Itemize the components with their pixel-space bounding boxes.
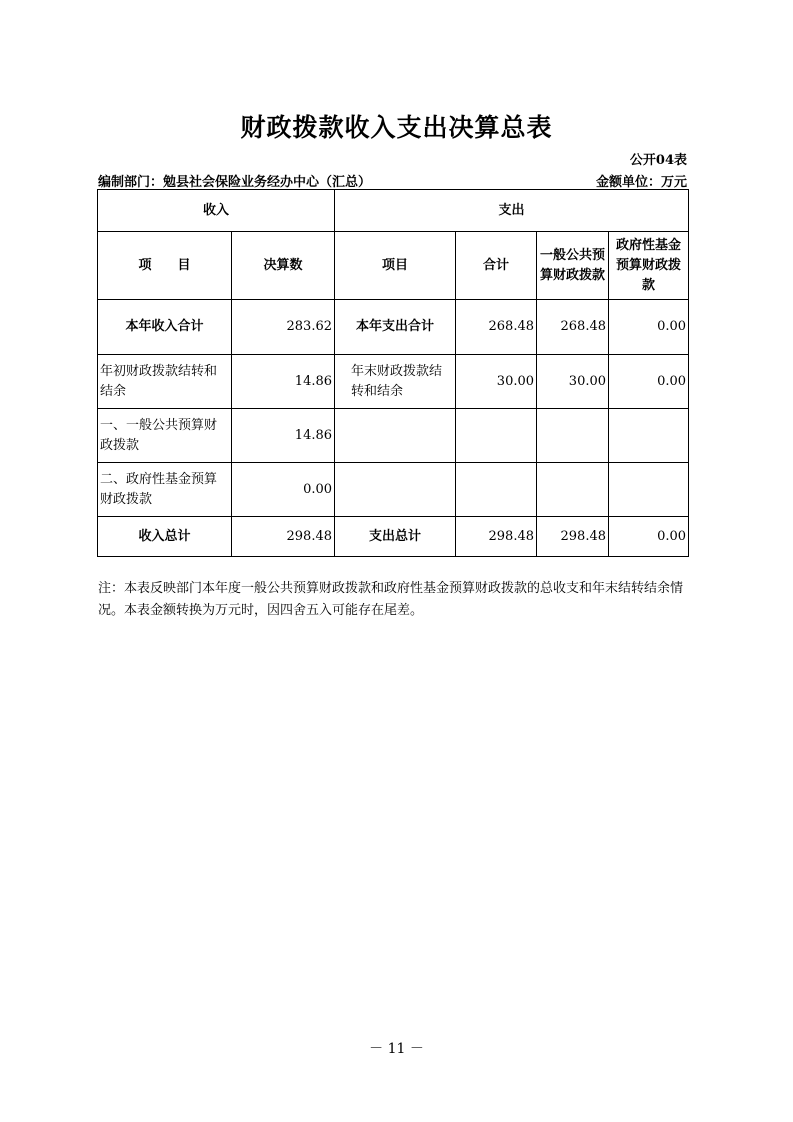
expense-total: 298.48 (456, 517, 537, 557)
expense-general: 268.48 (537, 300, 609, 355)
income-amount: 283.62 (232, 300, 335, 355)
expense-total: 30.00 (456, 355, 537, 409)
income-header: 收入 (98, 190, 335, 232)
table-row (98, 300, 689, 355)
total-header: 合计 (456, 232, 537, 300)
table-note: 注：本表反映部门本年度一般公共预算财政拨款和政府性基金预算财政拨款的总收支和年末结转结余情况。本表金额转换为万元时，因四舍五入可能存在尾差。 (98, 581, 684, 618)
expense-total (456, 409, 537, 463)
income-amount: 0.00 (232, 463, 335, 517)
table-row (98, 355, 689, 409)
expense-general (537, 409, 609, 463)
expense-total: 268.48 (456, 300, 537, 355)
expense-fund: 0.00 (609, 355, 689, 409)
department-label: 编制部门：勉县社会保险业务经办中心（汇总） (98, 175, 372, 190)
expense-item (335, 463, 456, 517)
general-budget-header: 一般公共预算财政拨款 (537, 232, 609, 300)
expense-item: 本年支出合计 (335, 300, 456, 355)
expense-item: 支出总计 (335, 517, 456, 557)
expense-fund (609, 409, 689, 463)
finance-table (97, 189, 689, 557)
expense-fund: 0.00 (609, 300, 689, 355)
income-amount: 14.86 (232, 355, 335, 409)
gov-fund-header: 政府性基金预算财政拨款 (609, 232, 689, 300)
expense-total (456, 463, 537, 517)
income-item: 年初财政拨款结转和结余 (98, 355, 232, 409)
expense-general: 298.48 (537, 517, 609, 557)
income-item: 收入总计 (98, 517, 232, 557)
expense-item: 年末财政拨款结转和结余 (335, 355, 456, 409)
income-item: 一、一般公共预算财政拨款 (98, 409, 232, 463)
table-row (98, 409, 689, 463)
expense-fund (609, 463, 689, 517)
expense-general (537, 463, 609, 517)
income-item: 二、政府性基金预算财政拨款 (98, 463, 232, 517)
table-row (98, 517, 689, 557)
expense-general: 30.00 (537, 355, 609, 409)
table-row (98, 463, 689, 517)
table-id: 公开04表 (629, 153, 687, 168)
expense-item-header: 项目 (335, 232, 456, 300)
expense-item (335, 409, 456, 463)
unit-label: 金额单位：万元 (595, 175, 687, 190)
page-title: 财政拨款收入支出决算总表 (240, 113, 553, 142)
page-number: － 11 － (369, 1041, 424, 1057)
expense-header: 支出 (335, 190, 689, 232)
expense-fund: 0.00 (609, 517, 689, 557)
final-amount-header: 决算数 (232, 232, 335, 300)
income-amount: 14.86 (232, 409, 335, 463)
income-item: 本年收入合计 (98, 300, 232, 355)
income-item-header: 项 目 (98, 232, 232, 300)
income-amount: 298.48 (232, 517, 335, 557)
